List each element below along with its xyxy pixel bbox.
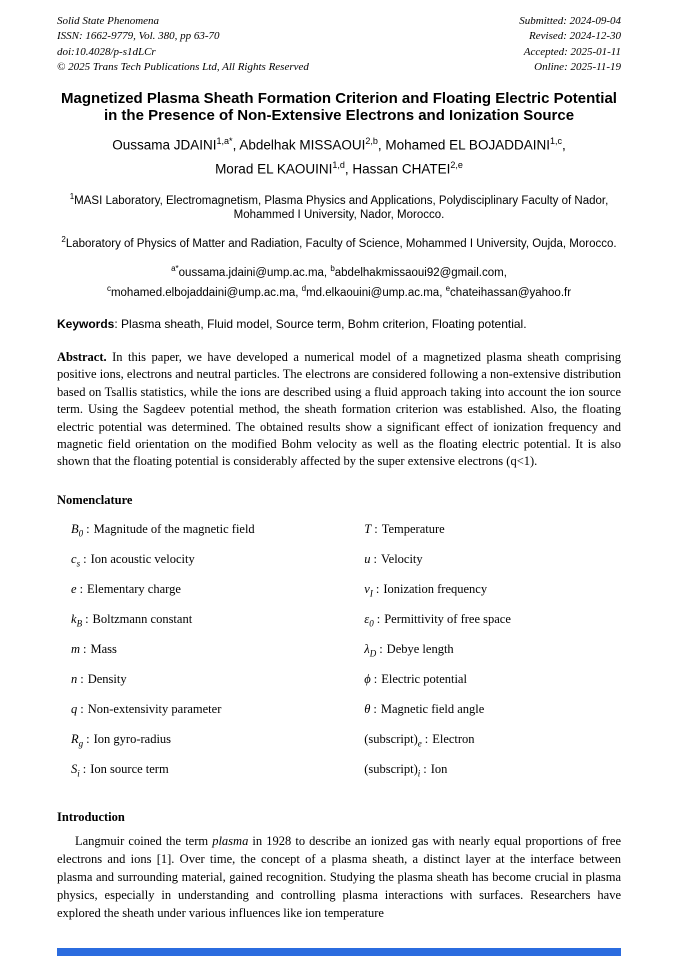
submission-dates (519, 14, 621, 76)
nomenclature-heading: Nomenclature (57, 492, 133, 507)
affiliation-mark: 2 (61, 235, 66, 245)
doi: doi:10.4028/p-s1dLCr (57, 45, 156, 58)
paper-title: Magnetized Plasma Sheath Formation Criterion and Floating Electric Potential in the Presence of Non-Extensive Electrons and Ionization Source (61, 89, 617, 125)
symbol: m (71, 641, 81, 656)
nomenclature-row (71, 574, 350, 604)
symbol-description: Velocity (381, 551, 423, 566)
nomenclature-row (71, 604, 350, 634)
symbol: T (364, 521, 372, 536)
author-emails (57, 261, 621, 301)
symbol-subscript: i (77, 768, 80, 779)
email-address: md.elkaouini@ump.ac.ma, (306, 286, 446, 299)
colon-separator: : (79, 581, 84, 596)
author-list (57, 131, 621, 180)
symbol-subscript: s (76, 558, 81, 569)
symbol-description: Magnetic field angle (380, 701, 485, 716)
symbol-description: Ion acoustic velocity (90, 551, 195, 566)
affiliation-mark: 1 (69, 191, 75, 201)
nomenclature-row (364, 574, 621, 604)
symbol: e (71, 581, 77, 596)
nomenclature-row (71, 544, 350, 574)
email-mark: b (330, 264, 335, 274)
nomenclature-row (71, 694, 350, 724)
accepted-date: Accepted: 2025-01-11 (523, 45, 621, 58)
email-address: mohamed.elbojaddaini@ump.ac.ma, (110, 286, 302, 299)
symbol-subscript: D (369, 648, 377, 659)
author-affil-mark: 2,b (365, 135, 378, 146)
author-line-2 (57, 155, 621, 180)
symbol-description: Temperature (381, 521, 445, 536)
colon-separator: : (373, 551, 377, 566)
keywords-text: : Plasma sheath, Fluid model, Source term, Bohm criterion, Floating potential. (114, 316, 527, 331)
symbol-description: Magnitude of the magnetic field (93, 521, 255, 536)
symbol-subscript: 0 (78, 528, 84, 539)
author-affil-mark: 2,e (450, 160, 463, 171)
nomenclature-row (364, 604, 621, 634)
intro-text-part-1: Langmuir coined the term (75, 833, 213, 848)
author-affil-mark: 1,c (549, 135, 562, 146)
abstract-label: Abstract. (57, 349, 107, 364)
online-date: Online: 2025-11-19 (534, 61, 621, 74)
footer-bar (57, 948, 621, 956)
submitted-date: Submitted: 2024-09-04 (519, 15, 621, 27)
nomenclature-row (71, 754, 350, 784)
symbol: B (71, 521, 79, 536)
colon-separator: : (424, 731, 429, 746)
symbol-description: Mass (90, 641, 117, 656)
revised-date: Revised: 2024-12-30 (529, 30, 621, 43)
nomenclature-table (57, 514, 621, 784)
nomenclature-row (364, 514, 621, 544)
nomenclature-row (364, 664, 621, 694)
colon-separator: : (80, 701, 84, 716)
colon-separator: : (373, 671, 378, 686)
journal-info (57, 14, 309, 76)
abstract-text: In this paper, we have developed a numerical model of a magnetized plasma sheath comprising positive ions, electrons and neutral particles. The electrons are considered following a non-extensive distribution based on Tsallis statistics, while the ions are described using a fluid approach taking into account the ion source term. Using the Sagdeev potential method, the sheath formation criterion was established. Also, the floating electric potential was determined. The obtained results show a significant effect of ionization frequency and magnetic field orientation on the modified Bohm velocity as well as the floating electric potential. It is also shown that the floating potential is considerably affected by the super extensive electrons (q<1). (57, 349, 621, 469)
nomenclature-row (71, 724, 350, 754)
symbol: ν (364, 581, 370, 596)
affiliation-2 (57, 232, 621, 252)
colon-separator: : (373, 701, 377, 716)
author-line-1 (57, 131, 621, 156)
symbol: R (71, 731, 79, 746)
affiliation-1 (57, 189, 621, 224)
email-line-1 (57, 261, 621, 281)
journal-issn-volume: ISSN: 1662-9779, Vol. 380, pp 63-70 (57, 30, 220, 43)
nomenclature-row (71, 634, 350, 664)
symbol-description: Elementary charge (87, 581, 181, 596)
keywords-label: Keywords (57, 316, 115, 331)
symbol-description: Boltzmann constant (92, 611, 193, 626)
symbol-description: Debye length (386, 641, 454, 656)
symbol-description: Electron (432, 731, 475, 746)
colon-separator: : (83, 641, 87, 656)
author-name: Oussama JDAINI (112, 137, 217, 153)
nomenclature-left-column (57, 514, 350, 784)
symbol: (subscript) (364, 761, 418, 776)
symbol-subscript: I (369, 588, 373, 599)
symbol: q (71, 701, 78, 716)
nomenclature-right-column (350, 514, 621, 784)
colon-separator: : (80, 671, 84, 686)
copyright: © 2025 Trans Tech Publications Ltd, All Rights Reserved (57, 61, 309, 74)
email-mark: d (301, 284, 307, 294)
nomenclature-row (364, 544, 621, 574)
symbol-description: Ion gyro-radius (93, 731, 172, 746)
colon-separator: : (86, 521, 90, 536)
nomenclature-row (71, 514, 350, 544)
colon-separator: : (376, 611, 381, 626)
symbol: ϕ (364, 671, 371, 686)
symbol-subscript: 0 (369, 618, 374, 629)
colon-separator: : (85, 611, 89, 626)
page-header (57, 14, 621, 76)
email-mark: e (445, 284, 451, 294)
intro-italic-term: plasma (212, 833, 249, 848)
symbol-subscript: i (417, 768, 421, 779)
colon-separator: : (423, 761, 427, 776)
author-name: Morad EL KAOUINI (215, 161, 333, 177)
symbol: k (71, 611, 77, 626)
email-line-2 (57, 281, 621, 301)
colon-separator: : (82, 761, 87, 776)
symbol: c (71, 551, 77, 566)
keywords-line (57, 317, 621, 332)
author-name: , Abdelhak MISSAOUI (232, 137, 366, 153)
symbol: n (71, 671, 78, 686)
nomenclature-row (71, 664, 350, 694)
author-name: , Mohamed EL BOJADDAINI (377, 137, 550, 153)
email-address: oussama.jdaini@ump.ac.ma, (178, 267, 331, 280)
email-mark: c (106, 284, 111, 294)
symbol-description: Permittivity of free space (384, 611, 511, 626)
symbol-description: Ion (430, 761, 448, 776)
symbol-description: Electric potential (381, 671, 467, 686)
symbol: (subscript) (364, 731, 418, 746)
nomenclature-row (364, 754, 621, 784)
affiliation-text: Laboratory of Physics of Matter and Radiation, Faculty of Science, Mohammed I University, Oujda, Morocco. (65, 238, 617, 251)
introduction-paragraph (57, 832, 621, 922)
journal-name: Solid State Phenomena (57, 15, 160, 27)
nomenclature-row (364, 724, 621, 754)
symbol-subscript: g (78, 738, 84, 749)
abstract (57, 349, 621, 471)
symbol-subscript: e (417, 738, 422, 749)
author-affil-mark: 1,a* (216, 135, 233, 146)
symbol-description: Non-extensivity parameter (87, 701, 222, 716)
affiliation-text: MASI Laboratory, Electromagnetism, Plasma Physics and Applications, Polydisciplinary Faculty of Nador, Mohammed I University, Nador, Morocco. (74, 194, 609, 222)
symbol: λ (364, 641, 370, 656)
symbol: u (364, 551, 371, 566)
colon-separator: : (86, 731, 90, 746)
introduction-heading: Introduction (57, 809, 125, 824)
symbol: ε (364, 611, 370, 626)
colon-separator: : (374, 521, 378, 536)
email-mark: a* (171, 264, 179, 274)
symbol-description: Ionization frequency (383, 581, 488, 596)
author-affil-mark: 1,d (332, 160, 345, 171)
symbol-subscript: B (76, 618, 83, 629)
nomenclature-row (364, 634, 621, 664)
email-address: abdelhakmissaoui92@gmail.com, (334, 267, 507, 280)
symbol: S (71, 761, 78, 776)
author-line-separator: , (561, 137, 566, 153)
nomenclature-row (364, 694, 621, 724)
colon-separator: : (375, 581, 380, 596)
email-address: chateihassan@yahoo.fr (450, 286, 572, 299)
colon-separator: : (379, 641, 383, 656)
intro-text-part-2: in 1928 to describe an ionized gas with nearly equal proportions of free electrons and ions [1]. Over time, the concept of a plasma sheath, a distinct layer at the interface between plasma and surrounding material, gained recognition. Studying the plasma sheath has become crucial in plasma physics, especially in understanding and controlling plasma interactions with surfaces. Researchers have explored the sheath under various influences like ion temperature (57, 833, 621, 920)
author-name: , Hassan CHATEI (344, 161, 451, 177)
symbol-description: Density (87, 671, 127, 686)
symbol: θ (364, 701, 371, 716)
symbol-description: Ion source term (90, 761, 169, 776)
colon-separator: : (83, 551, 87, 566)
